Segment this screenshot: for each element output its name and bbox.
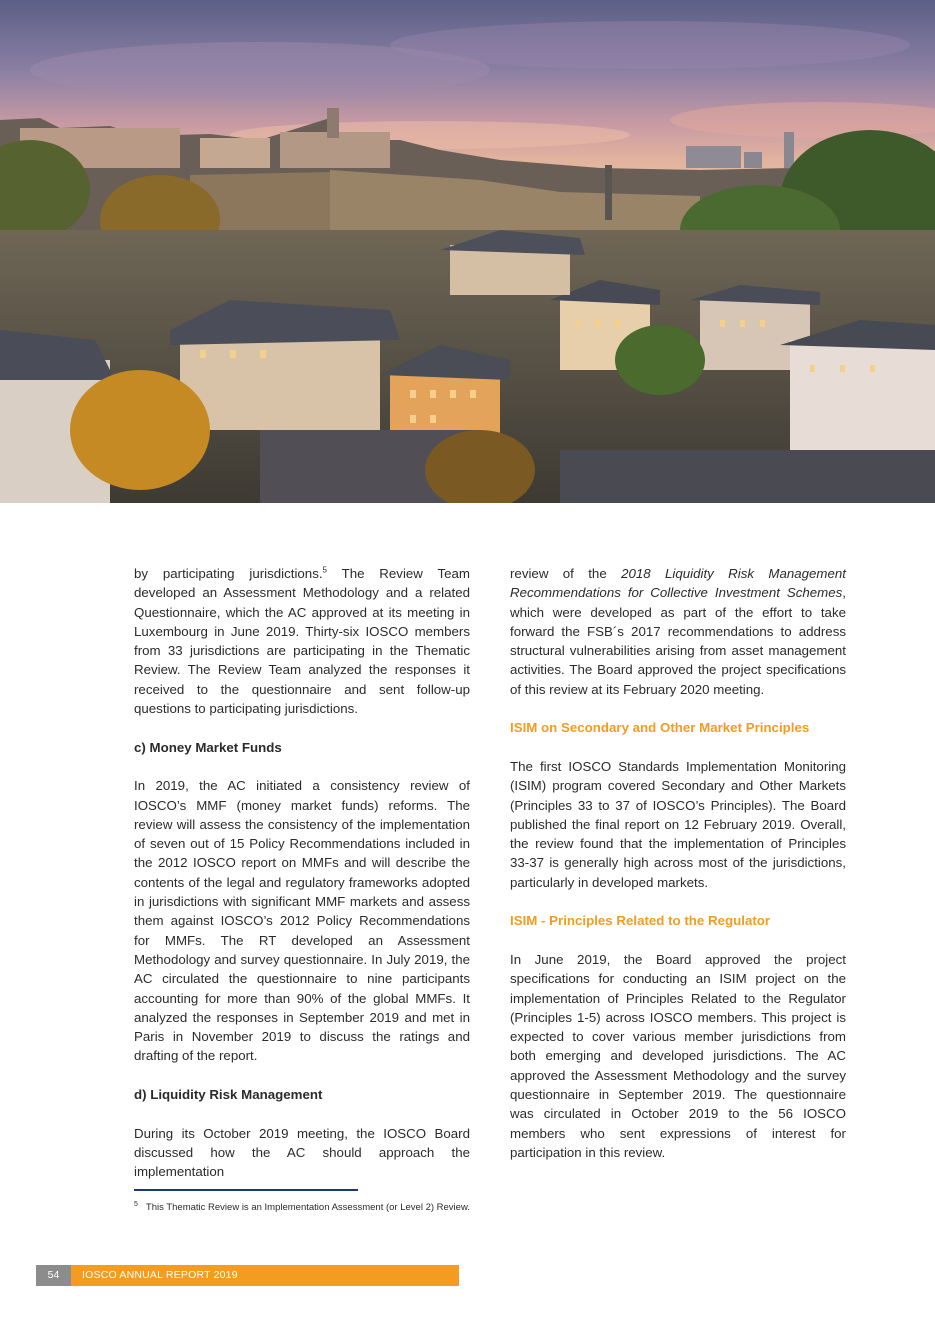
footnote-divider — [134, 1189, 358, 1191]
paragraph-text: by participating jurisdictions. — [134, 566, 323, 581]
right-text-column — [510, 564, 846, 1162]
page-number: 54 — [36, 1265, 71, 1286]
report-title-bar: IOSCO ANNUAL REPORT 2019 — [71, 1265, 459, 1286]
paragraph-isim-secondary: The first IOSCO Standards Implementation Monitoring (ISIM) program covered Secondary and Other Markets (Principles 33 to 37 of IOSCO’s Principles). The Board published the final report on 12 February 2019. Overall, the review found that the implementation of Principles 33-37 is generally high across most of the jurisdictions, particularly in developed markets. — [510, 758, 846, 890]
page-footer — [36, 1265, 459, 1286]
footnote — [134, 1198, 834, 1214]
report-title-italic: 2018 Liquidity Risk Management Recommendations for Collective Investment Schemes — [510, 566, 846, 601]
left-text-column — [134, 564, 470, 1182]
footnote-reference: 5 — [322, 565, 327, 575]
footnote-text: This Thematic Review is an Implementation Assessment (or Level 2) Review. — [145, 1202, 470, 1214]
heading-isim-secondary-markets: ISIM on Secondary and Other Market Principles — [510, 720, 810, 736]
paragraph-text: , which were developed as part of the effort to take forward the FSB´s 2017 recommendations to address structural vulnerabilities arising from asset management activities. The Board approved the project specifications of this review at its February 2020 meeting. — [510, 585, 846, 697]
cityscape-photo — [0, 0, 935, 503]
paragraph-isim-regulator: In June 2019, the Board approved the project specifications for conducting an ISIM project on the implementation of Principles Related to the Regulator (Principles 1-5) across IOSCO members. This project is expected to cover various member jurisdictions from both emerging and developed jurisdictions. The AC approved the Assessment Methodology and the survey questionnaire in September 2019. The questionnaire was circulated in October 2019 to the 56 IOSCO members who sent expressions of interest for participation in this review. — [510, 951, 846, 1160]
paragraph-liquidity-review — [510, 564, 846, 699]
paragraph-text: review of the — [510, 566, 622, 581]
cityscape-illustration — [0, 0, 935, 503]
heading-isim-regulator-principles: ISIM - Principles Related to the Regulator — [510, 913, 771, 929]
paragraph-mmf-review: In 2019, the AC initiated a consistency review of IOSCO’s MMF (money market funds) reforms. The review will assess the consistency of the implementation of seven out of 15 Policy Recommendations included in the 2012 IOSCO report on MMFs and will describe the contents of the legal and regulatory frameworks adopted in jurisdictions with significant MMF markets and assess them against IOSCO’s 2012 Policy Recommendations for MMFs. The RT developed an Assessment Methodology and survey questionnaire. In July 2019, the AC circulated the questionnaire to nine participants accounting for more than 90% of the global MMFs. It analyzed the responses in September 2019 and met in Paris in November 2019 to discuss the ratings and drafting of the report. — [134, 778, 470, 1064]
heading-liquidity-risk-management: d) Liquidity Risk Management — [134, 1087, 323, 1103]
paragraph-text: The Review Team developed an Assessment Methodology and a related Questionnaire, which the AC approved at its meeting in Luxembourg in June 2019. Thirty-six IOSCO members from 33 jurisdictions are participating in the Thematic Review. The Review Team analyzed the responses it received to the questionnaire and sent follow-up questions to participating jurisdictions. — [134, 566, 470, 717]
paragraph-liquidity-risk: During its October 2019 meeting, the IOSCO Board discussed how the AC should approach the implementation — [134, 1125, 470, 1180]
paragraph-review-team — [134, 564, 470, 718]
footnote-number: 5 — [134, 1201, 138, 1208]
heading-money-market-funds: c) Money Market Funds — [134, 739, 282, 755]
